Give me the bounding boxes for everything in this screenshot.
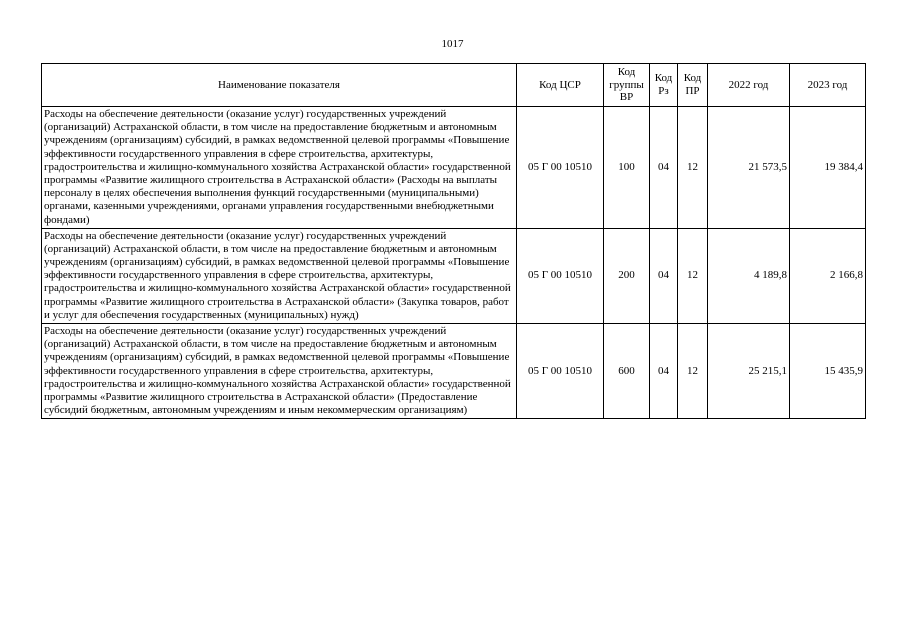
header-pr: Код ПР [678, 64, 708, 107]
row-csr: 05 Г 00 10510 [517, 324, 604, 419]
header-2023: 2023 год [790, 64, 866, 107]
header-row [42, 64, 866, 107]
row-vr: 600 [604, 324, 650, 419]
row-csr: 05 Г 00 10510 [517, 228, 604, 323]
row-name: Расходы на обеспечение деятельности (оказание услуг) государственных учреждений (организаций) Астраханской области, в том числе на предоставление бюджетным и автономным учреждениям (организациям) субсидий, в рамках ведомственной целевой программы «Повышение эффективности государственного управления в сфере строительства, архитектуры, градостроительства и жилищно-коммунального хозяйства Астраханской области» государственной программы «Развитие жилищного строительства в Астраханской области» (Расходы на выплаты персоналу в целях обеспечения выполнения функций государственными (муниципальными) органами, казенными учреждениями, органами управления государственными внебюджетными фондами) [42, 107, 517, 229]
row-2023: 15 435,9 [790, 324, 866, 419]
row-2022: 25 215,1 [708, 324, 790, 419]
row-pr: 12 [678, 107, 708, 229]
row-vr: 100 [604, 107, 650, 229]
row-rz: 04 [650, 324, 678, 419]
table-row [42, 324, 866, 419]
header-vr: Код группы ВР [604, 64, 650, 107]
row-csr: 05 Г 00 10510 [517, 107, 604, 229]
row-2023: 19 384,4 [790, 107, 866, 229]
row-rz: 04 [650, 228, 678, 323]
row-name: Расходы на обеспечение деятельности (оказание услуг) государственных учреждений (организаций) Астраханской области, в том числе на предоставление бюджетным и автономным учреждениям (организациям) субсидий, в рамках ведомственной целевой программы «Повышение эффективности государственного управления в сфере строительства, архитектуры, градостроительства и жилищно-коммунального хозяйства Астраханской области» государственной программы «Развитие жилищного строительства в Астраханской области» (Закупка товаров, работ и услуг для обеспечения государственных (муниципальных) нужд) [42, 228, 517, 323]
row-rz: 04 [650, 107, 678, 229]
table-row [42, 107, 866, 229]
header-csr: Код ЦСР [517, 64, 604, 107]
header-rz: Код Рз [650, 64, 678, 107]
row-pr: 12 [678, 228, 708, 323]
row-2023: 2 166,8 [790, 228, 866, 323]
row-pr: 12 [678, 324, 708, 419]
row-vr: 200 [604, 228, 650, 323]
table-row [42, 228, 866, 323]
row-2022: 4 189,8 [708, 228, 790, 323]
header-name: Наименование показателя [42, 64, 517, 107]
budget-table [41, 63, 866, 419]
header-2022: 2022 год [708, 64, 790, 107]
row-name: Расходы на обеспечение деятельности (оказание услуг) государственных учреждений (организаций) Астраханской области, в том числе на предоставление бюджетным и автономным учреждениям (организациям) субсидий, в рамках ведомственной целевой программы «Повышение эффективности государственного управления в сфере строительства, архитектуры, градостроительства и жилищно-коммунального хозяйства Астраханской области» государственной программы «Развитие жилищного строительства в Астраханской области» (Предоставление субсидий бюджетным, автономным учреждениям и иным некоммерческим организациям) [42, 324, 517, 419]
row-2022: 21 573,5 [708, 107, 790, 229]
page-number: 1017 [441, 38, 464, 50]
